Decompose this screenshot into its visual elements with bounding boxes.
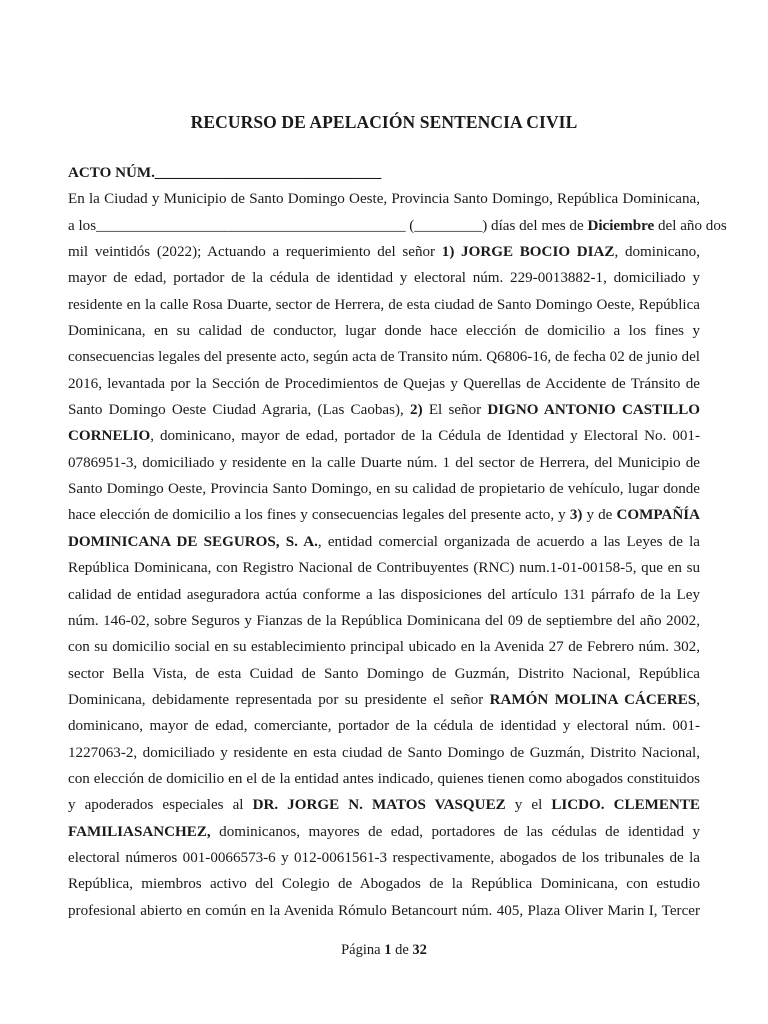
bold-text: RAMÓN MOLINA CÁCERES — [489, 691, 697, 708]
text-segment: a los_________________________________________ (_________) días del mes de — [68, 217, 588, 234]
bold-text: DR. JORGE N. MATOS VASQUEZ — [252, 797, 506, 814]
text-segment: consecuencias legales del presente acto, según acta de Transito núm. Q6806-16, de fecha 02 de junio del — [68, 349, 700, 366]
text-line — [68, 318, 700, 344]
page-label: Página — [341, 942, 381, 958]
page-current: 1 — [384, 942, 392, 958]
acto-number-line — [68, 160, 700, 186]
text-segment: Dominicana, debidamente representada por su presidente el señor — [68, 691, 490, 708]
bold-text: 3) — [569, 507, 583, 524]
text-segment: profesional abierto en común en la Avenida Rómulo Betancourt núm. 405, Plaza Oliver Marin I, Tercer — [68, 902, 700, 919]
document-body — [68, 160, 727, 924]
text-segment: Dominicana, en su calidad de conductor, lugar donde hace elección de domicilio a los fines y — [68, 323, 700, 340]
text-segment: Santo Domingo Oeste Ciudad Agraria, (Las Caobas), — [68, 402, 411, 419]
text-segment: , dominicano, mayor de edad, portador de la Cédula de Identidad y Electoral No. 001- — [150, 428, 700, 445]
text-segment: núm. 146-02, sobre Seguros y Fianzas de la República Dominicana del 09 de septiembre del año 2002, — [68, 612, 700, 629]
text-segment: y apoderados especiales al — [68, 797, 253, 814]
text-segment: con elección de domicilio en el de la entidad antes indicado, quienes tienen como abogados constituidos — [68, 770, 700, 787]
text-segment: y de — [582, 507, 617, 524]
bold-text: CORNELIO — [68, 428, 151, 445]
page-footer — [0, 942, 768, 959]
text-segment: sector Bella Vista, de esta Cuidad de Santo Domingo de Guzmán, Distrito Nacional, República — [68, 665, 700, 682]
text-segment: 0786951-3, domiciliado y residente en la calle Duarte núm. 1 del sector de Herrera, del Municipio de — [68, 454, 700, 471]
text-segment: , entidad comercial organizada de acuerdo a las Leyes de la — [317, 533, 700, 550]
text-segment: dominicanos, mayores de edad, portadores de las cédulas de identidad y — [210, 823, 700, 840]
text-line — [68, 845, 700, 871]
text-line — [68, 529, 700, 555]
text-line — [68, 871, 700, 897]
bold-text: LICDO. CLEMENTE — [551, 797, 701, 814]
bold-text: FAMILIASANCHEZ, — [68, 823, 211, 840]
text-line — [68, 371, 700, 397]
text-line — [68, 792, 700, 818]
text-line — [68, 713, 700, 739]
text-line — [68, 292, 700, 318]
text-segment: dominicano, mayor de edad, comerciante, portador de la cédula de identidad y electoral núm. 001- — [68, 718, 700, 735]
text-line — [68, 213, 727, 239]
bold-text: JORGE BOCIO DIAZ — [461, 244, 615, 261]
text-line — [68, 555, 700, 581]
page-total: 32 — [412, 942, 427, 958]
bold-text: 2) — [410, 402, 423, 419]
bold-text: DOMINICANA DE SEGUROS, S. A. — [68, 533, 318, 550]
of-label: de — [395, 942, 409, 958]
text-segment: Santo Domingo Oeste, Provincia Santo Domingo, en su calidad de propietario de vehículo, lugar donde — [68, 481, 700, 498]
document-title: RECURSO DE APELACIÓN SENTENCIA CIVIL — [190, 112, 578, 132]
text-segment: residente en la calle Rosa Duarte, sector de Herrera, de esta ciudad de Santo Domingo Oeste, República — [68, 296, 700, 313]
text-line — [68, 608, 700, 634]
text-segment: República Dominicana, con Registro Nacional de Contribuyentes (RNC) num.1-01-00158-5, que en su — [68, 560, 700, 577]
bold-text: COMPAÑÍA — [616, 507, 700, 524]
bold-text: DIGNO ANTONIO CASTILLO — [487, 402, 701, 419]
text-line — [68, 265, 700, 291]
text-line — [68, 766, 700, 792]
text-segment: 2016, levantada por la Sección de Procedimientos de Quejas y Querellas de Accidente de Tránsito de — [68, 375, 700, 392]
text-segment: , dominicano, — [614, 244, 700, 261]
text-line — [68, 634, 700, 660]
text-line — [68, 582, 700, 608]
paragraph — [68, 186, 727, 924]
text-segment: y el — [505, 797, 552, 814]
text-segment: República, miembros activo del Colegio de Abogados de la República Dominicana, con estudio — [68, 876, 700, 893]
text-segment: mil veintidós (2022); Actuando a requerimiento del señor — [68, 244, 442, 261]
text-segment: hace elección de domicilio a los fines y consecuencias legales del presente acto, y — [68, 507, 570, 524]
text-line — [68, 819, 700, 845]
text-segment: calidad de entidad aseguradora actúa conforme a las disposiciones del artículo 131 párrafo de la Ley — [68, 586, 700, 603]
text-segment: mayor de edad, portador de la cédula de identidad y electoral núm. 229-0013882-1, domiciliado y — [68, 270, 700, 287]
text-segment: electoral números 001-0066573-6 y 012-0061561-3 respectivamente, abogados de los tribunales de la — [68, 849, 700, 866]
text-line — [68, 740, 700, 766]
text-segment: El señor — [422, 402, 488, 419]
text-line — [68, 661, 700, 687]
text-line — [68, 502, 700, 528]
bold-text: 1) — [441, 244, 455, 261]
text-segment: del año dos — [654, 217, 727, 234]
acto-label: ACTO NÚM.______________________________ — [68, 165, 382, 181]
text-line — [68, 397, 700, 423]
text-segment: , — [696, 691, 701, 708]
text-segment: En la Ciudad y Municipio de Santo Domingo Oeste, Provincia Santo Domingo, República Dominicana, — [68, 191, 700, 208]
text-segment: con su domicilio social en su establecimiento principal ubicado en la Avenida 27 de Febrero núm. 302, — [68, 639, 700, 656]
text-line — [68, 344, 700, 370]
text-line — [68, 476, 700, 502]
text-segment: 1227063-2, domiciliado y residente en esta ciudad de Santo Domingo de Guzmán, Distrito Nacional, — [68, 744, 700, 761]
bold-text: Diciembre — [587, 217, 655, 234]
text-line — [68, 687, 700, 713]
text-line — [68, 898, 700, 924]
text-line — [68, 186, 700, 212]
text-line — [68, 450, 700, 476]
text-line — [68, 239, 700, 265]
text-line — [68, 423, 700, 449]
